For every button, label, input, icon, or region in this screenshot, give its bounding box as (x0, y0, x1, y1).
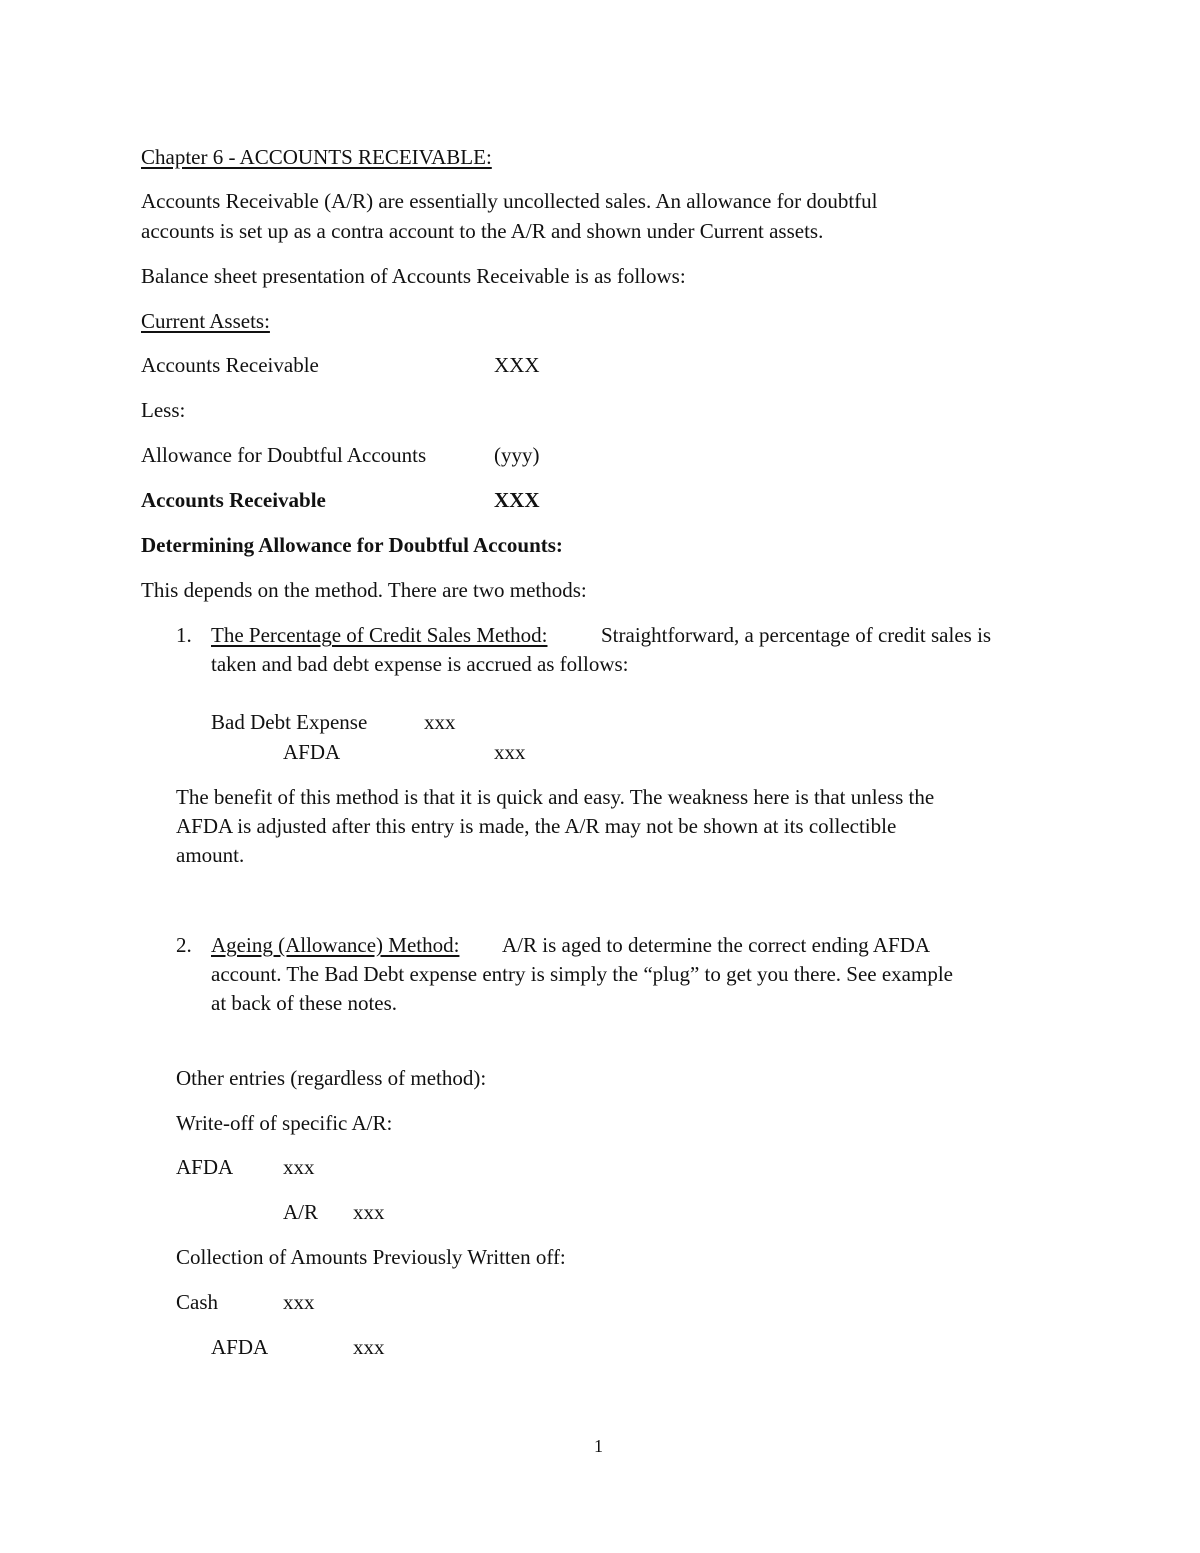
method2-text-1: A/R is aged to determine the correct ending AFDA (502, 933, 931, 957)
method1-entry-credit-value: xxx (494, 740, 526, 764)
presentation-intro: Balance sheet presentation of Accounts Receivable is as follows: (141, 264, 686, 288)
writeoff-credit-value: xxx (353, 1200, 385, 1224)
intro-line-2: accounts is set up as a contra account to the A/R and shown under Current assets. (141, 219, 824, 243)
chapter-title: Chapter 6 - ACCOUNTS RECEIVABLE: (141, 145, 492, 169)
current-assets-heading: Current Assets: (141, 309, 270, 333)
method2-text-3: at back of these notes. (211, 991, 398, 1015)
method1-text-2: taken and bad debt expense is accrued as follows: (211, 652, 629, 676)
method1-note-1: The benefit of this method is that it is quick and easy. The weakness here is that unless the (176, 785, 935, 809)
method1-title: The Percentage of Credit Sales Method: (211, 623, 548, 647)
method2-text-2: account. The Bad Debt expense entry is simply the “plug” to get you there. See example (211, 962, 953, 986)
method2-number: 2. (176, 933, 192, 957)
method2-title: Ageing (Allowance) Method: (211, 933, 460, 957)
writeoff-credit-label: A/R (283, 1200, 319, 1224)
afda-label: Allowance for Doubtful Accounts (141, 443, 427, 467)
net-ar-value: XXX (494, 488, 540, 512)
method1-text-1: Straightforward, a percentage of credit sales is (601, 623, 992, 647)
determining-heading: Determining Allowance for Doubtful Accounts: (141, 533, 563, 557)
method1-entry-debit-value: xxx (424, 710, 456, 734)
collection-credit-value: xxx (353, 1335, 385, 1359)
net-ar-label: Accounts Receivable (141, 488, 326, 512)
writeoff-debit-value: xxx (283, 1155, 315, 1179)
method1-entry-credit-label: AFDA (283, 740, 341, 764)
collection-debit-value: xxx (283, 1290, 315, 1314)
ar-value: XXX (494, 353, 540, 377)
collection-credit-label: AFDA (211, 1335, 269, 1359)
page-number: 1 (594, 1436, 603, 1456)
method1-entry-debit-label: Bad Debt Expense (211, 710, 368, 734)
collection-debit-label: Cash (176, 1290, 218, 1314)
intro-line-1: Accounts Receivable (A/R) are essentially uncollected sales. An allowance for doubtful (141, 189, 878, 213)
method1-number: 1. (176, 623, 192, 647)
less-label: Less: (141, 398, 186, 422)
methods-intro: This depends on the method. There are two methods: (141, 578, 587, 602)
other-entries-heading: Other entries (regardless of method): (176, 1066, 487, 1090)
writeoff-debit-label: AFDA (176, 1155, 234, 1179)
method1-note-3: amount. (176, 843, 245, 867)
method1-note-2: AFDA is adjusted after this entry is made, the A/R may not be shown at its collectible (176, 814, 897, 838)
writeoff-heading: Write-off of specific A/R: (176, 1111, 393, 1135)
collection-heading: Collection of Amounts Previously Written off: (176, 1245, 566, 1269)
afda-value: (yyy) (494, 443, 540, 467)
ar-label: Accounts Receivable (141, 353, 319, 377)
